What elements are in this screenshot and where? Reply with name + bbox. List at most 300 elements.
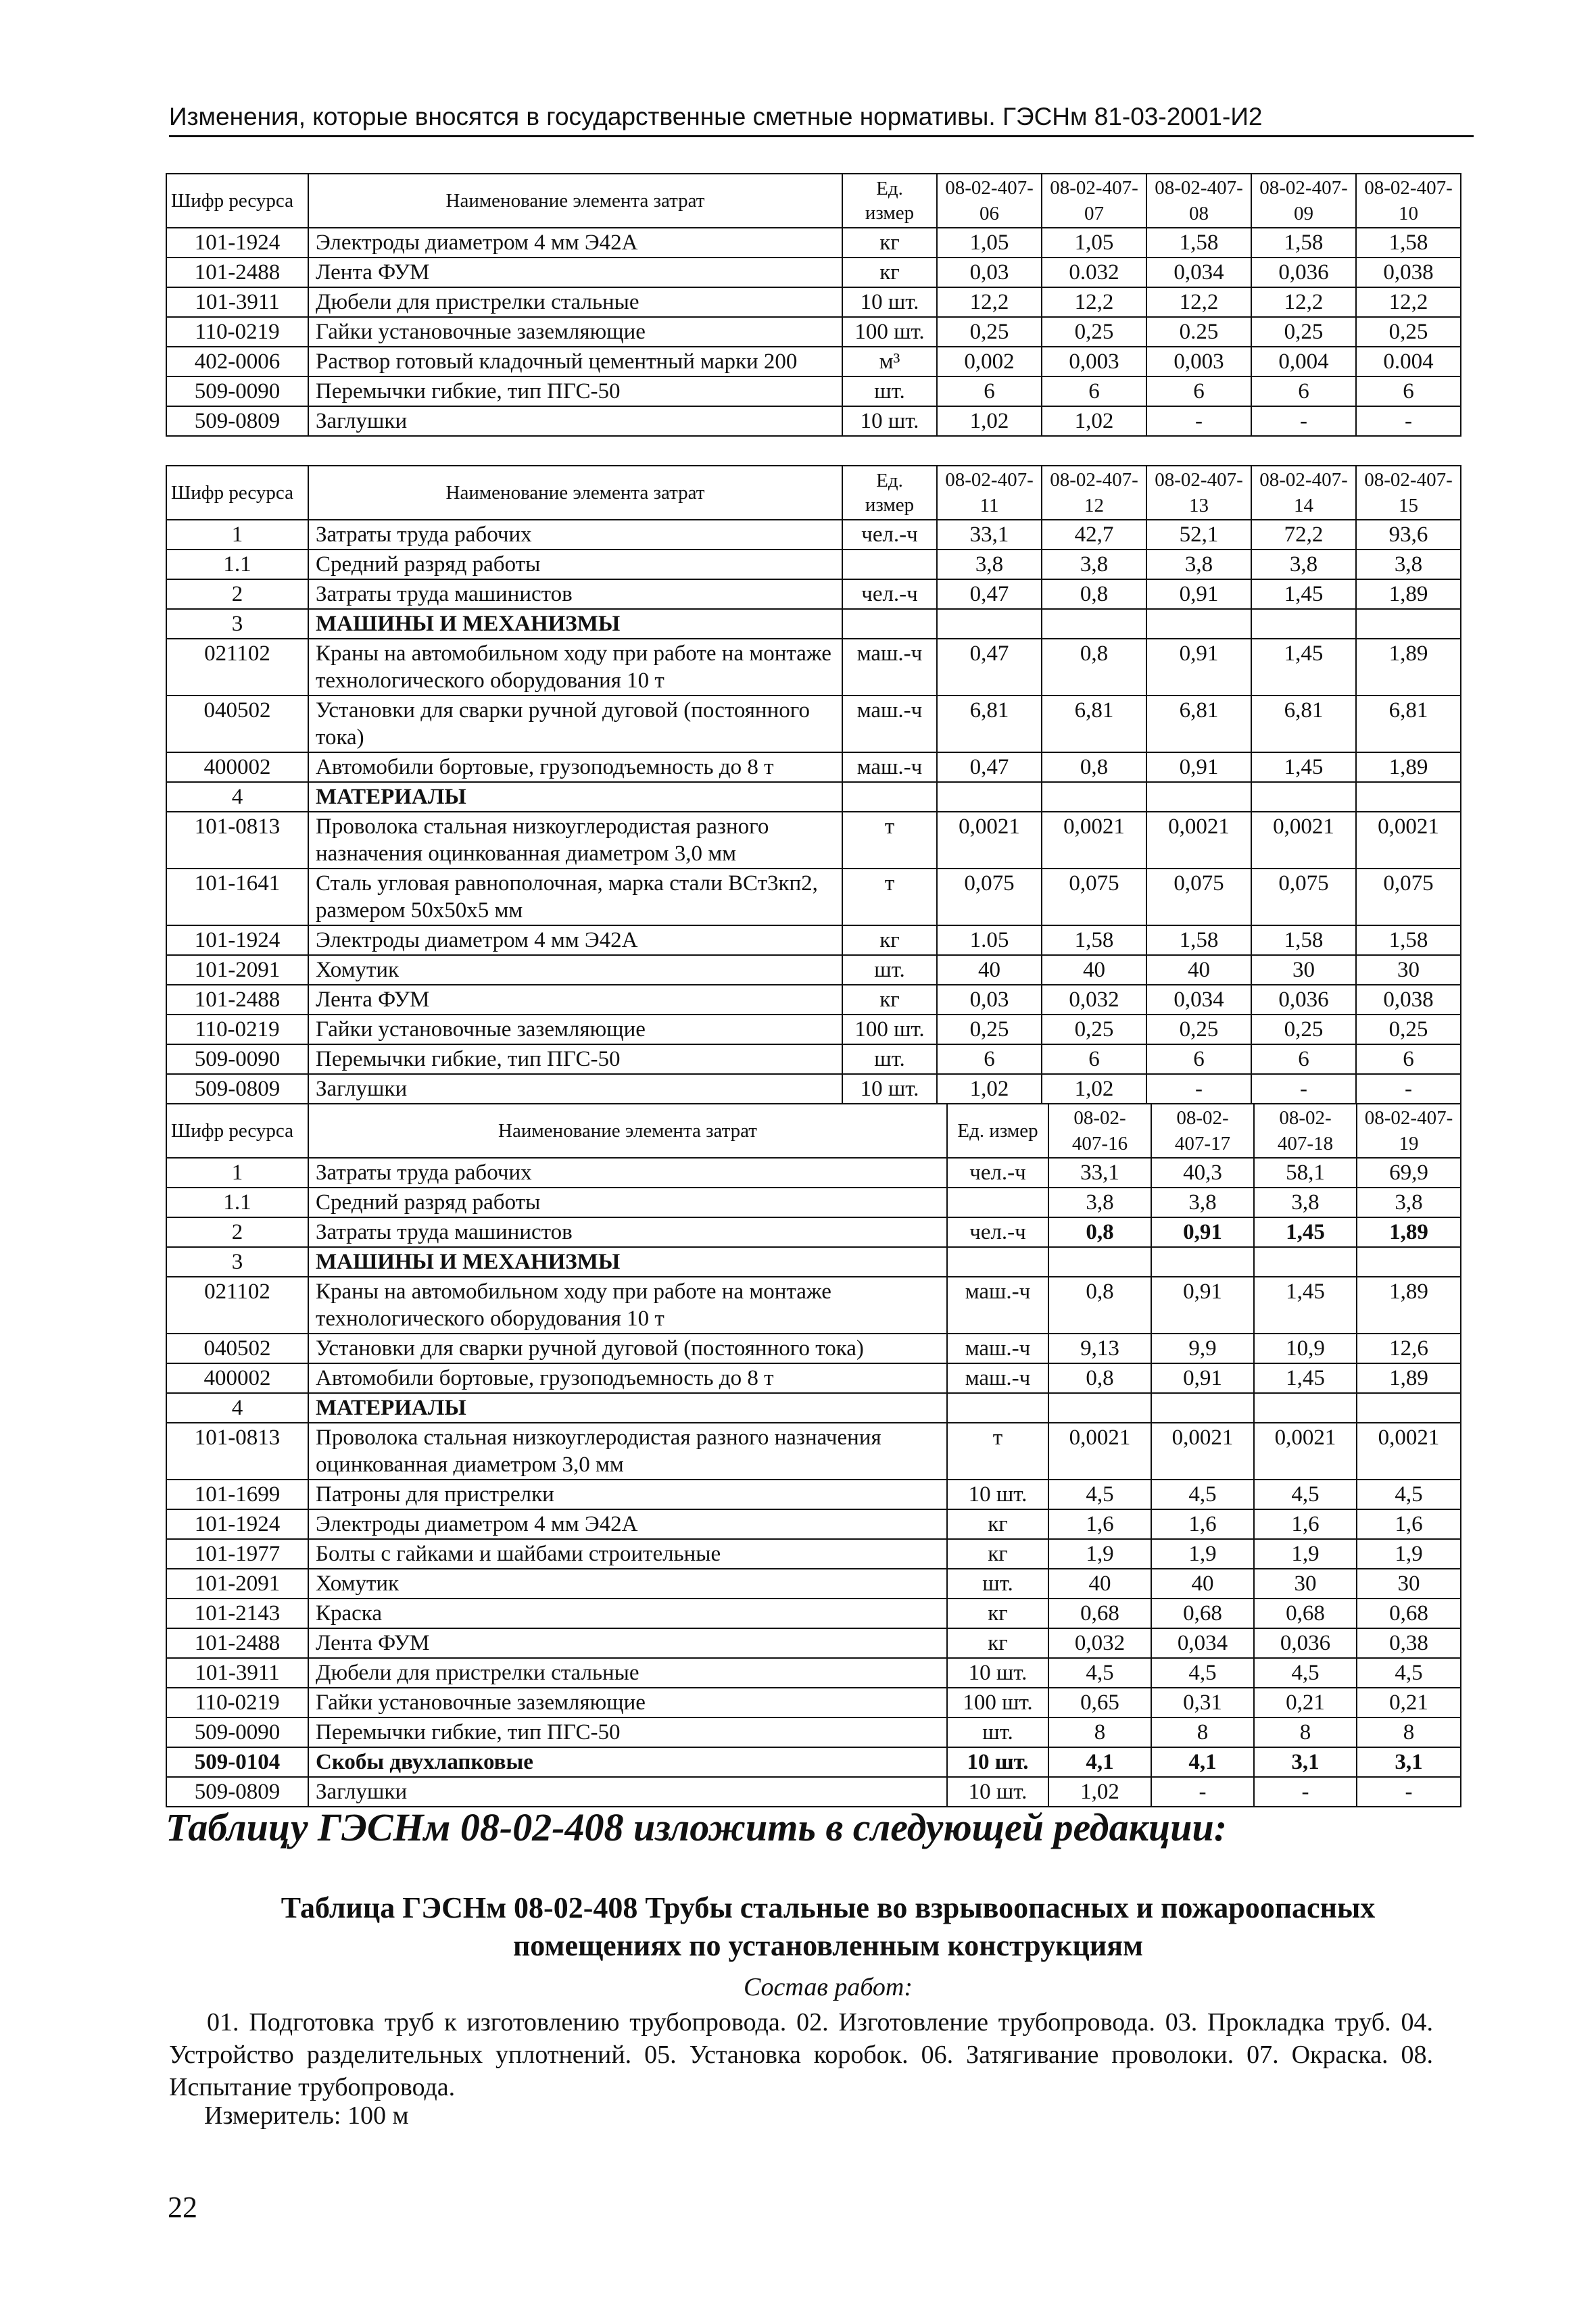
cell-unit: шт.	[947, 1717, 1048, 1747]
cell-value: 0.004	[1356, 347, 1461, 376]
cell-unit: кг	[842, 985, 937, 1015]
cell-unit: шт.	[842, 1044, 937, 1074]
cell-unit: кг	[842, 228, 937, 258]
cell-code: 021102	[166, 1277, 308, 1334]
header-norm-code: 08-02-407-13	[1146, 466, 1251, 520]
cell-value: 6,81	[1251, 696, 1356, 752]
cell-value	[1254, 1247, 1357, 1277]
table-row	[166, 579, 1461, 609]
cell-value: 6,81	[1042, 696, 1146, 752]
header-unit: Ед. измер	[947, 1104, 1048, 1158]
cell-value: 12,6	[1357, 1334, 1461, 1363]
header-norm-code: 08-02-407-16	[1048, 1104, 1151, 1158]
cell-unit: 10 шт.	[947, 1777, 1048, 1807]
cell-code: 509-0090	[166, 1717, 308, 1747]
cell-name: Гайки установочные заземляющие	[308, 1015, 842, 1044]
cell-value: 3,8	[1042, 550, 1146, 579]
cell-value: 1,02	[1042, 406, 1146, 436]
cell-value: 0,25	[1042, 317, 1146, 347]
cell-code: 040502	[166, 696, 308, 752]
table-row	[166, 869, 1461, 925]
header-norm-code: 08-02-407-18	[1254, 1104, 1357, 1158]
cell-value: 1,02	[937, 406, 1042, 436]
cell-value: 1,02	[1048, 1777, 1151, 1807]
header-norm-code: 08-02-407-08	[1146, 174, 1251, 228]
cell-value: 0,68	[1357, 1599, 1461, 1628]
cell-code: 101-1977	[166, 1539, 308, 1569]
cell-value: 0,075	[1146, 869, 1251, 925]
cell-value: 1,89	[1357, 1363, 1461, 1393]
cell-value: -	[1146, 1074, 1251, 1104]
cell-value: 12,2	[1356, 287, 1461, 317]
cell-name: Затраты труда машинистов	[308, 1217, 947, 1247]
cell-name: Раствор готовый кладочный цементный марки 200	[308, 347, 842, 376]
cell-value: 1,89	[1356, 752, 1461, 782]
cell-code: 101-2143	[166, 1599, 308, 1628]
cell-value: 6	[1146, 376, 1251, 406]
cell-value: 6	[1042, 1044, 1146, 1074]
cell-value: 6,81	[1356, 696, 1461, 752]
cell-unit	[842, 609, 937, 639]
cell-unit: т	[842, 869, 937, 925]
cell-value: 1,58	[1042, 925, 1146, 955]
cell-value: 0,91	[1151, 1363, 1254, 1393]
cell-name: Краны на автомобильном ходу при работе на монтаже технологического оборудования 10 т	[308, 1277, 947, 1334]
cell-value: 0,0021	[1151, 1423, 1254, 1480]
cell-unit: маш.-ч	[947, 1363, 1048, 1393]
table-row	[166, 812, 1461, 869]
table-row	[166, 782, 1461, 812]
cell-code: 040502	[166, 1334, 308, 1363]
cell-value: 1,58	[1356, 228, 1461, 258]
cell-value: 4,5	[1151, 1480, 1254, 1509]
cell-value: 0,002	[937, 347, 1042, 376]
cell-code: 021102	[166, 639, 308, 696]
cell-name: МАШИНЫ И МЕХАНИЗМЫ	[308, 1247, 947, 1277]
table-row	[166, 347, 1461, 376]
cell-name: Заглушки	[308, 1777, 947, 1807]
cell-value: 3,1	[1254, 1747, 1357, 1777]
cell-value: 0,036	[1251, 985, 1356, 1015]
cell-value: 6	[1042, 376, 1146, 406]
cell-value: 0,038	[1356, 985, 1461, 1015]
cell-value: 0,036	[1254, 1628, 1357, 1658]
cell-value: 6	[1251, 376, 1356, 406]
cell-value: 1,45	[1251, 752, 1356, 782]
cell-unit: маш.-ч	[947, 1277, 1048, 1334]
cell-name: Средний разряд работы	[308, 550, 842, 579]
cell-unit: шт.	[842, 955, 937, 985]
cell-name: Патроны для пристрелки	[308, 1480, 947, 1509]
cell-code: 101-2091	[166, 1569, 308, 1599]
header-code: Шифр ресурса	[166, 466, 308, 520]
cell-name: Хомутик	[308, 955, 842, 985]
section-title-line-2: помещениях по установленным конструкциям	[512, 1929, 1144, 1962]
cell-value	[937, 782, 1042, 812]
cell-value: 30	[1251, 955, 1356, 985]
cell-value: 8	[1151, 1717, 1254, 1747]
cell-value: 0,25	[937, 317, 1042, 347]
cell-value: 1,9	[1048, 1539, 1151, 1569]
cell-value: 3,8	[937, 550, 1042, 579]
table-row	[166, 1363, 1461, 1393]
cell-unit: кг	[842, 258, 937, 287]
cell-name: Краска	[308, 1599, 947, 1628]
table-row	[166, 1777, 1461, 1807]
table-header-row	[166, 1104, 1461, 1158]
table-row	[166, 752, 1461, 782]
cell-name: Автомобили бортовые, грузоподъемность до 8 т	[308, 752, 842, 782]
cell-value: 0,21	[1357, 1688, 1461, 1717]
cell-value: 33,1	[1048, 1158, 1151, 1188]
cell-value: -	[1356, 1074, 1461, 1104]
cell-value	[1146, 782, 1251, 812]
cell-value: 0,31	[1151, 1688, 1254, 1717]
table-row	[166, 985, 1461, 1015]
cell-value: 1.05	[937, 925, 1042, 955]
cell-value: -	[1146, 406, 1251, 436]
cell-value: 0,68	[1254, 1599, 1357, 1628]
cell-name: Скобы двухлапковые	[308, 1747, 947, 1777]
cell-value: 0,25	[1251, 317, 1356, 347]
cell-value: 40	[1048, 1569, 1151, 1599]
header-name: Наименование элемента затрат	[308, 1104, 947, 1158]
cell-value: 0,075	[937, 869, 1042, 925]
cell-unit	[842, 550, 937, 579]
table-row	[166, 1539, 1461, 1569]
cell-value: 0,03	[937, 258, 1042, 287]
cell-value: 1,89	[1356, 579, 1461, 609]
cell-name: Проволока стальная низкоуглеродистая разного назначения оцинкованная диаметром 3,0 мм	[308, 1423, 947, 1480]
cell-value: 0,47	[937, 579, 1042, 609]
page-number: 22	[168, 2191, 197, 2224]
cell-value	[1356, 609, 1461, 639]
cell-value: 3,8	[1254, 1188, 1357, 1217]
resource-table-2	[166, 465, 1461, 1104]
cell-code: 400002	[166, 752, 308, 782]
cell-value: 0,91	[1146, 639, 1251, 696]
cell-value: 1,02	[1042, 1074, 1146, 1104]
cell-value	[1357, 1247, 1461, 1277]
table-row	[166, 1628, 1461, 1658]
cell-value: 0,075	[1042, 869, 1146, 925]
cell-value: 9,9	[1151, 1334, 1254, 1363]
cell-value: 0,47	[937, 639, 1042, 696]
cell-name: МАТЕРИАЛЫ	[308, 782, 842, 812]
cell-unit: шт.	[842, 376, 937, 406]
cell-code: 110-0219	[166, 317, 308, 347]
cell-value: 30	[1356, 955, 1461, 985]
cell-value: 1,89	[1357, 1217, 1461, 1247]
table-row	[166, 1658, 1461, 1688]
cell-value: 0,8	[1048, 1217, 1151, 1247]
cell-value: 0,8	[1042, 579, 1146, 609]
cell-value: 6	[1146, 1044, 1251, 1074]
cell-unit: 100 шт.	[947, 1688, 1048, 1717]
measure-unit: Измеритель: 100 м	[204, 2101, 409, 2130]
cell-code: 3	[166, 609, 308, 639]
cell-value	[1146, 609, 1251, 639]
header-name: Наименование элемента затрат	[308, 466, 842, 520]
cell-unit: чел.-ч	[947, 1158, 1048, 1188]
cell-code: 101-2488	[166, 1628, 308, 1658]
cell-name: Лента ФУМ	[308, 1628, 947, 1658]
cell-name: Средний разряд работы	[308, 1188, 947, 1217]
cell-value: 40	[1042, 955, 1146, 985]
cell-value: 4,5	[1254, 1480, 1357, 1509]
cell-value: 0,004	[1251, 347, 1356, 376]
resource-table-3	[166, 1103, 1461, 1807]
cell-value: 4,5	[1048, 1658, 1151, 1688]
cell-name: Затраты труда рабочих	[308, 520, 842, 550]
cell-value: 12,2	[1042, 287, 1146, 317]
cell-unit: 10 шт.	[842, 406, 937, 436]
table-header-row	[166, 466, 1461, 520]
cell-code: 101-1924	[166, 228, 308, 258]
cell-value: 0,8	[1048, 1277, 1151, 1334]
header-norm-code: 08-02-407-06	[937, 174, 1042, 228]
cell-value	[1251, 609, 1356, 639]
cell-name: Электроды диаметром 4 мм Э42А	[308, 228, 842, 258]
cell-unit: 10 шт.	[842, 287, 937, 317]
cell-value: 1,6	[1254, 1509, 1357, 1539]
cell-name: Гайки установочные заземляющие	[308, 1688, 947, 1717]
cell-value: -	[1357, 1777, 1461, 1807]
cell-name: Затраты труда машинистов	[308, 579, 842, 609]
cell-value: 0,25	[1251, 1015, 1356, 1044]
cell-value: 0,25	[937, 1015, 1042, 1044]
header-unit: Ед. измер	[842, 466, 937, 520]
cell-value: 30	[1254, 1569, 1357, 1599]
header-norm-code: 08-02-407-15	[1356, 466, 1461, 520]
cell-value	[1042, 609, 1146, 639]
cell-value: 8	[1048, 1717, 1151, 1747]
table-row	[166, 639, 1461, 696]
table-row	[166, 1277, 1461, 1334]
header-code: Шифр ресурса	[166, 174, 308, 228]
cell-value: 33,1	[937, 520, 1042, 550]
cell-value: 0,0021	[1048, 1423, 1151, 1480]
cell-value: 1,58	[1251, 228, 1356, 258]
cell-value: 6,81	[937, 696, 1042, 752]
cell-value: 0,25	[1356, 1015, 1461, 1044]
cell-code: 3	[166, 1247, 308, 1277]
cell-value: 0,8	[1042, 639, 1146, 696]
cell-value: 1,89	[1357, 1277, 1461, 1334]
cell-unit	[947, 1188, 1048, 1217]
cell-value: 4,5	[1357, 1480, 1461, 1509]
cell-value: -	[1254, 1777, 1357, 1807]
cell-value	[1048, 1393, 1151, 1423]
cell-value: 0,25	[1146, 1015, 1251, 1044]
cell-value: 4,1	[1151, 1747, 1254, 1777]
cell-code: 2	[166, 1217, 308, 1247]
cell-unit: 100 шт.	[842, 317, 937, 347]
cell-unit: кг	[947, 1509, 1048, 1539]
cell-value: 0,0021	[1356, 812, 1461, 869]
cell-value: 0,0021	[1146, 812, 1251, 869]
cell-value: 0,0021	[1251, 812, 1356, 869]
cell-value	[1151, 1393, 1254, 1423]
section-title	[169, 1889, 1487, 1965]
cell-code: 110-0219	[166, 1688, 308, 1717]
cell-value: 4,5	[1048, 1480, 1151, 1509]
cell-value: 1,02	[937, 1074, 1042, 1104]
cell-value: 0,03	[937, 985, 1042, 1015]
resource-table-1	[166, 173, 1461, 437]
cell-code: 509-0090	[166, 376, 308, 406]
cell-value: 0,034	[1146, 258, 1251, 287]
cell-value: 0,0021	[937, 812, 1042, 869]
cell-code: 4	[166, 1393, 308, 1423]
cell-value: 3,8	[1146, 550, 1251, 579]
cell-value: 4,5	[1357, 1658, 1461, 1688]
cell-value: 1,45	[1254, 1217, 1357, 1247]
cell-value: 0,0021	[1042, 812, 1146, 869]
cell-name: Краны на автомобильном ходу при работе на монтаже технологического оборудования 10 т	[308, 639, 842, 696]
cell-value: 6,81	[1146, 696, 1251, 752]
cell-value: 0,034	[1151, 1628, 1254, 1658]
cell-value: 0,91	[1151, 1277, 1254, 1334]
cell-value: 0.25	[1146, 317, 1251, 347]
cell-value: 6	[1356, 1044, 1461, 1074]
cell-name: Перемычки гибкие, тип ПГС-50	[308, 1717, 947, 1747]
cell-value: 1,58	[1251, 925, 1356, 955]
cell-value: 0,68	[1048, 1599, 1151, 1628]
cell-value: 0,65	[1048, 1688, 1151, 1717]
cell-name: Установки для сварки ручной дуговой (постоянного тока)	[308, 1334, 947, 1363]
cell-value: 0,032	[1048, 1628, 1151, 1658]
cell-value: 4,5	[1254, 1658, 1357, 1688]
cell-value: 0,075	[1251, 869, 1356, 925]
table-row	[166, 1688, 1461, 1717]
cell-unit	[842, 782, 937, 812]
cell-value: 6	[937, 376, 1042, 406]
cell-name: Лента ФУМ	[308, 985, 842, 1015]
cell-unit: т	[842, 812, 937, 869]
table-row	[166, 287, 1461, 317]
cell-value: 0,032	[1042, 985, 1146, 1015]
header-unit: Ед. измер	[842, 174, 937, 228]
table-row	[166, 317, 1461, 347]
cell-value: 72,2	[1251, 520, 1356, 550]
cell-unit: шт.	[947, 1569, 1048, 1599]
cell-value: 0,68	[1151, 1599, 1254, 1628]
cell-code: 402-0006	[166, 347, 308, 376]
cell-value: 0,8	[1042, 752, 1146, 782]
cell-value: 3,8	[1356, 550, 1461, 579]
cell-value: 3,8	[1357, 1188, 1461, 1217]
header-norm-code: 08-02-407-14	[1251, 466, 1356, 520]
cell-name: МАШИНЫ И МЕХАНИЗМЫ	[308, 609, 842, 639]
cell-value: 1,05	[1042, 228, 1146, 258]
table-row	[166, 1015, 1461, 1044]
table-row	[166, 1569, 1461, 1599]
cell-value	[1356, 782, 1461, 812]
cell-value: -	[1251, 406, 1356, 436]
cell-value: -	[1251, 1074, 1356, 1104]
table-row	[166, 1188, 1461, 1217]
cell-unit: т	[947, 1423, 1048, 1480]
cell-value: 4,5	[1151, 1658, 1254, 1688]
table-row	[166, 520, 1461, 550]
cell-value: 69,9	[1357, 1158, 1461, 1188]
cell-value: 1,6	[1151, 1509, 1254, 1539]
cell-value: 0,038	[1356, 258, 1461, 287]
table-header-row	[166, 174, 1461, 228]
cell-value	[1357, 1393, 1461, 1423]
cell-value: 1,89	[1356, 639, 1461, 696]
cell-value: 40	[937, 955, 1042, 985]
cell-value: 40,3	[1151, 1158, 1254, 1188]
table-row	[166, 258, 1461, 287]
cell-code: 101-2091	[166, 955, 308, 985]
work-composition-label: Состав работ:	[743, 1973, 913, 2001]
cell-code: 509-0090	[166, 1044, 308, 1074]
header-norm-code: 08-02-407-07	[1042, 174, 1146, 228]
cell-unit: кг	[842, 925, 937, 955]
cell-value: 1,45	[1254, 1363, 1357, 1393]
cell-value: 58,1	[1254, 1158, 1357, 1188]
cell-name: Сталь угловая равнополочная, марка стали ВСт3кп2, размером 50х50х5 мм	[308, 869, 842, 925]
cell-code: 509-0809	[166, 1074, 308, 1104]
cell-value: 3,8	[1151, 1188, 1254, 1217]
cell-name: Электроды диаметром 4 мм Э42А	[308, 1509, 947, 1539]
cell-value: 1,9	[1357, 1539, 1461, 1569]
cell-value: 0,91	[1151, 1217, 1254, 1247]
cell-unit	[947, 1247, 1048, 1277]
cell-unit: маш.-ч	[842, 696, 937, 752]
cell-code: 101-0813	[166, 1423, 308, 1480]
table-row	[166, 1480, 1461, 1509]
cell-value: 12,2	[937, 287, 1042, 317]
cell-code: 101-1641	[166, 869, 308, 925]
cell-value: 1,45	[1254, 1277, 1357, 1334]
cell-code: 509-0809	[166, 406, 308, 436]
header-norm-code: 08-02-407-19	[1357, 1104, 1461, 1158]
cell-value: 4,1	[1048, 1747, 1151, 1777]
cell-code: 101-1699	[166, 1480, 308, 1509]
table-row	[166, 925, 1461, 955]
table-row	[166, 406, 1461, 436]
cell-name: Перемычки гибкие, тип ПГС-50	[308, 1044, 842, 1074]
table-row	[166, 1423, 1461, 1480]
cell-value: 1,9	[1151, 1539, 1254, 1569]
cell-unit: кг	[947, 1628, 1048, 1658]
cell-value: 1,9	[1254, 1539, 1357, 1569]
cell-code: 110-0219	[166, 1015, 308, 1044]
cell-value: 3,8	[1251, 550, 1356, 579]
cell-name: Гайки установочные заземляющие	[308, 317, 842, 347]
cell-value: 40	[1151, 1569, 1254, 1599]
cell-code: 101-0813	[166, 812, 308, 869]
cell-value: 0,034	[1146, 985, 1251, 1015]
cell-value: 0,91	[1146, 752, 1251, 782]
cell-name: Перемычки гибкие, тип ПГС-50	[308, 376, 842, 406]
table-replacement-instruction: Таблицу ГЭСНм 08-02-408 изложить в следующей редакции:	[166, 1805, 1228, 1849]
cell-value: 1,6	[1048, 1509, 1151, 1539]
cell-name: Установки для сварки ручной дуговой (постоянного тока)	[308, 696, 842, 752]
cell-name: Хомутик	[308, 1569, 947, 1599]
cell-value	[1254, 1393, 1357, 1423]
cell-name: Электроды диаметром 4 мм Э42А	[308, 925, 842, 955]
cell-code: 4	[166, 782, 308, 812]
cell-code: 101-2488	[166, 258, 308, 287]
cell-value: 0,0021	[1254, 1423, 1357, 1480]
cell-code: 101-2488	[166, 985, 308, 1015]
cell-value: 9,13	[1048, 1334, 1151, 1363]
cell-name: Дюбели для пристрелки стальные	[308, 287, 842, 317]
